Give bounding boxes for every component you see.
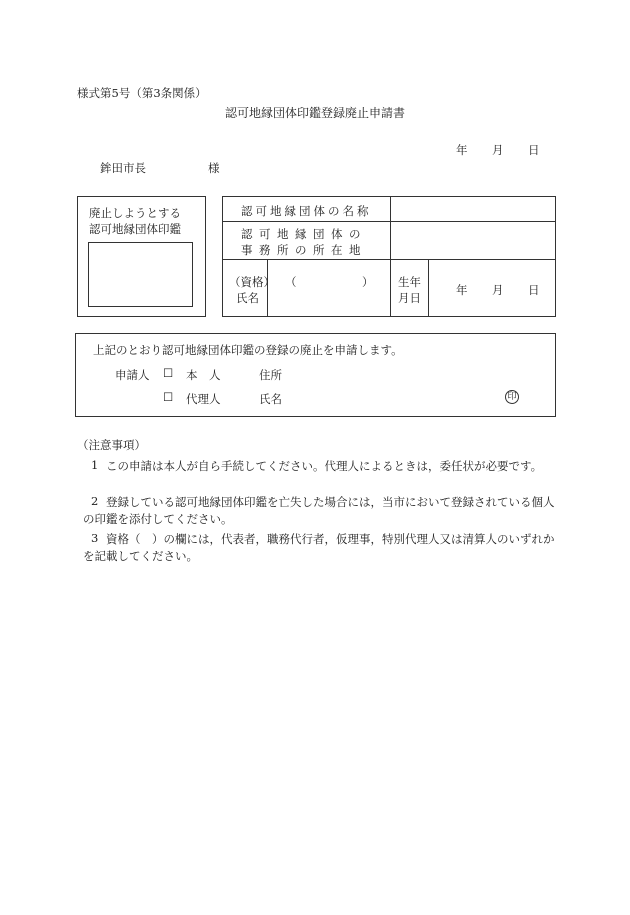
org-name-field[interactable]	[396, 203, 550, 217]
notes-heading: （注意事項）	[77, 438, 146, 452]
agent-label: 代理人	[186, 392, 221, 406]
birth-year-label: 年	[456, 283, 468, 297]
self-checkbox[interactable]: ☐	[163, 366, 174, 380]
agent-checkbox[interactable]: ☐	[163, 390, 174, 404]
qualification-paren-close: ）	[362, 275, 374, 289]
qualification-paren-open: （	[285, 275, 297, 289]
self-label: 本 人	[186, 368, 221, 382]
office-label-line2: 事務所の所在地	[241, 243, 367, 257]
addressee-honorific: 様	[208, 161, 220, 175]
org-name-label: 認可地縁団体の名称	[241, 204, 372, 218]
birth-day-label: 日	[528, 283, 540, 297]
seal-mark-icon: 印	[505, 390, 519, 404]
note-text-1: この申請は本人が自ら手続してください。代理人によるときは，委任状が必要です。	[106, 459, 543, 473]
address-label: 住所	[259, 368, 282, 382]
note-number-3: 3	[91, 531, 99, 545]
info-table-label-divider	[390, 196, 391, 259]
applicant-label: 申請人	[115, 368, 150, 382]
info-table-birth-divider-1	[390, 259, 391, 317]
seal-impression-area[interactable]	[88, 242, 193, 307]
note-number-2: 2	[91, 494, 99, 508]
name-label: 氏名	[259, 392, 282, 406]
qualification-label-line2: 氏名	[236, 291, 259, 305]
form-number: 様式第5号（第3条関係）	[77, 86, 207, 100]
birth-label-line2: 月日	[398, 291, 421, 305]
info-table-row-divider-2	[222, 259, 556, 260]
document-title: 認可地縁団体印鑑登録廃止申請書	[225, 106, 406, 120]
office-address-field[interactable]	[396, 232, 550, 246]
seal-label-line2: 認可地縁団体印鑑	[89, 222, 181, 236]
info-table-birth-divider-2	[428, 259, 429, 317]
note-number-1: 1	[91, 458, 99, 472]
birth-label-line1: 生年	[398, 275, 421, 289]
seal-label-line1: 廃止しようとする	[89, 206, 181, 220]
date-year-label: 年	[456, 143, 468, 157]
note-text-2: 登録している認可地縁団体印鑑を亡失した場合には，当市において登録されている個人の印鑑を添付してください。	[83, 495, 555, 526]
date-month-label: 月	[492, 143, 504, 157]
birth-month-label: 月	[492, 283, 504, 297]
application-statement: 上記のとおり認可地縁団体印鑑の登録の廃止を申請します。	[93, 343, 403, 357]
date-day-label: 日	[528, 143, 540, 157]
qualification-label-line1: （資格）	[229, 275, 275, 289]
office-label-line1: 認可地縁団体の	[241, 227, 367, 241]
addressee: 鉾田市長	[100, 161, 146, 175]
info-table-row-divider-1	[222, 221, 556, 222]
note-text-3: 資格（ ）の欄には，代表者，職務代行者，仮理事，特別代理人又は清算人のいずれかを記載してください。	[83, 532, 555, 563]
